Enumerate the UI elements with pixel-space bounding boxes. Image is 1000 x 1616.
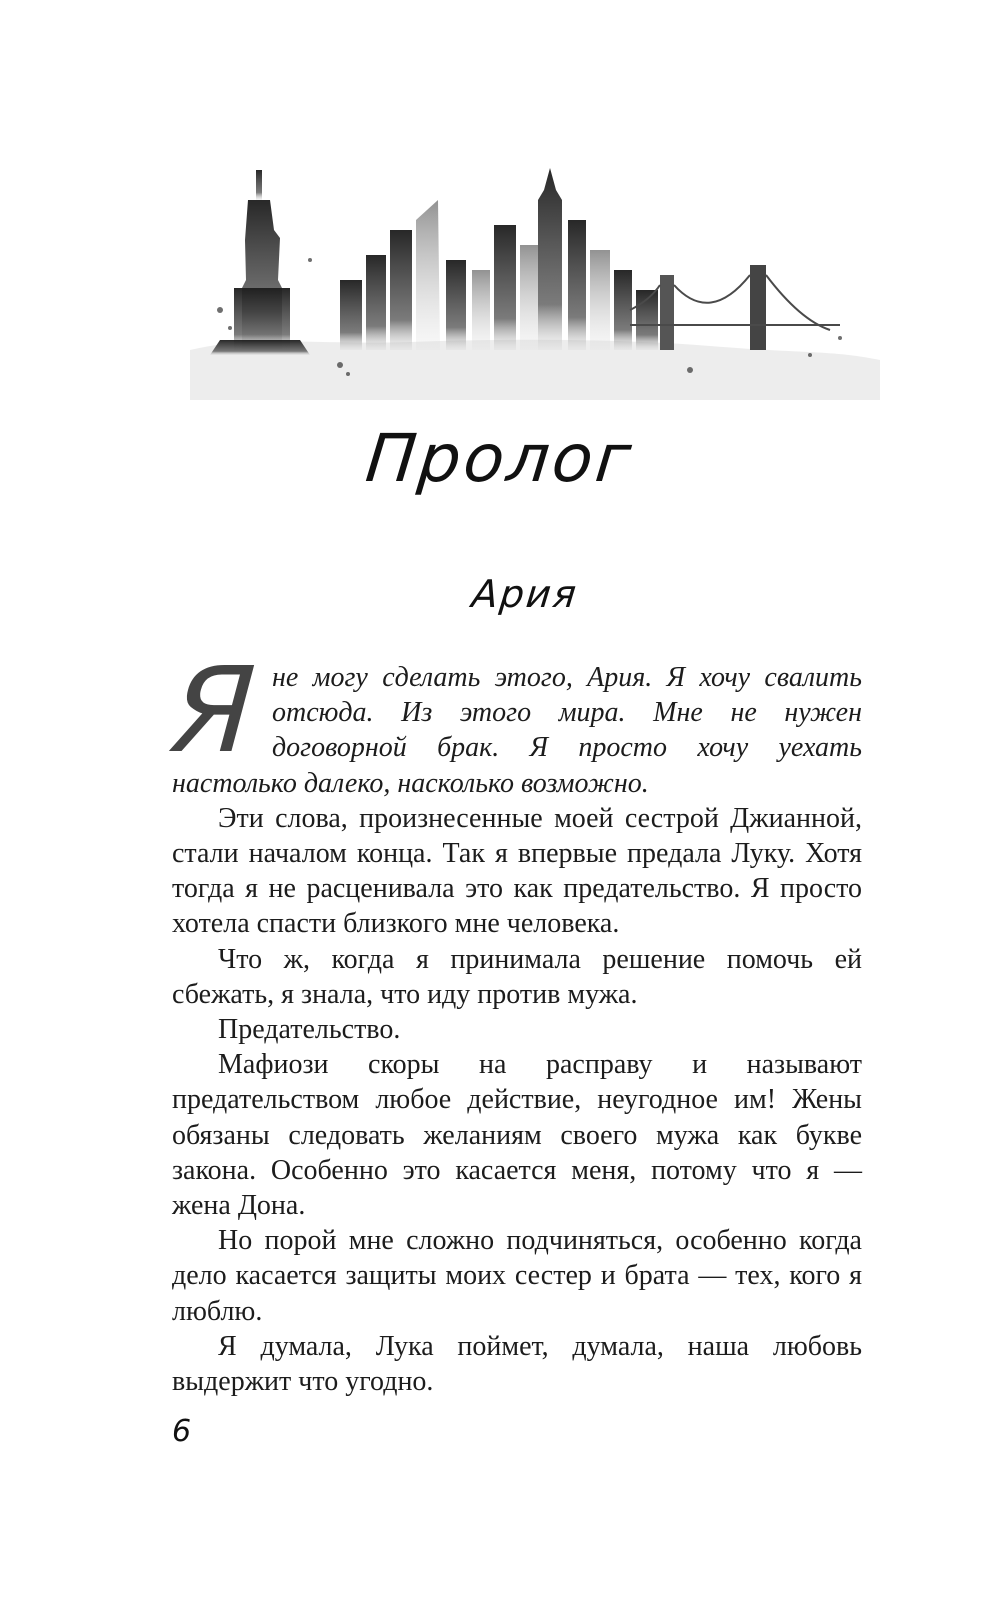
drop-cap: Я (167, 641, 260, 779)
opening-paragraph-text: не могу сделать этого, Ария. Я хочу свалить отсюда. Из этого мира. Мне не нужен договорной брак. Я просто хочу уехать настолько далеко, насколько возможно. (172, 662, 862, 799)
paragraph: Предательство. (218, 1014, 401, 1046)
pov-character-name: Ария (469, 572, 581, 616)
paragraph: Эти слова, произнесенные моей сестрой Джианной, стали началом конца. Так я впервые предала Луку. Хотя тогда я не расценивала это как предательство. Я просто хотела спасти близкого мне человека. (172, 802, 862, 940)
body-text (167, 641, 862, 1399)
city-skyline-illustration (190, 160, 880, 400)
chapter-title: Пролог (362, 420, 638, 497)
opening-paragraph (167, 641, 862, 801)
paragraph: Я думала, Лука поймет, думала, наша любовь выдержит что угодно. (172, 1330, 862, 1398)
paragraph: Мафиози скоры на расправу и называют предательством любое действие, неугодное им! Жены обязаны следовать желаниям своего мужа как букве закона. Особенно это касается меня, потому что я — жена Дона. (172, 1049, 862, 1222)
page-number: 6 (172, 1414, 192, 1449)
paragraph: Что ж, когда я принимала решение помочь ей сбежать, я знала, что иду против мужа. (172, 943, 862, 1010)
paragraph: Но порой мне сложно подчиняться, особенно когда дело касается защиты моих сестер и брата — тех, кого я люблю. (172, 1225, 862, 1327)
